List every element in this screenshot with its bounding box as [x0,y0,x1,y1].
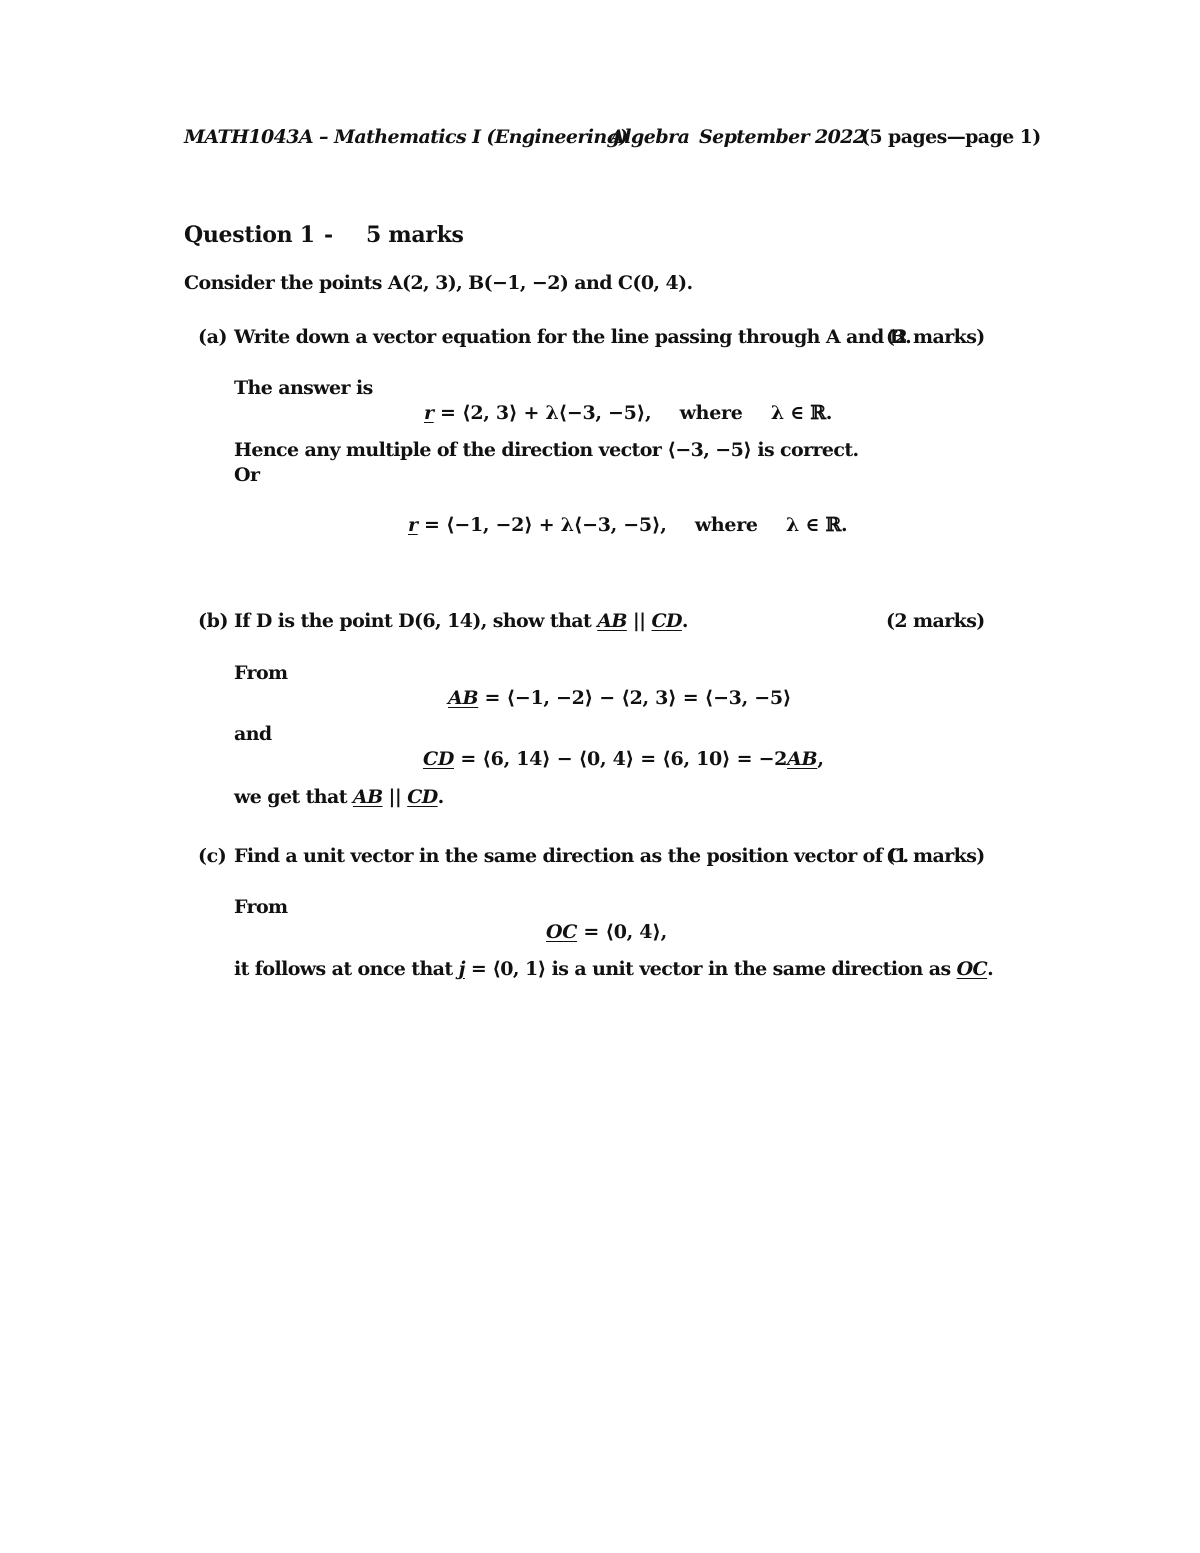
period: . [437,786,444,808]
question-intro: Consider the points A(2, 3), B(−1, −2) and C(0, 4). [184,272,693,294]
header-pages: (5 pages—page 1) [861,126,1041,148]
part-b-equation-2 [423,748,824,770]
question-marks: 5 marks [366,222,464,248]
vector-oc: OC [956,958,988,980]
part-b-equation-1 [448,687,791,709]
part-b-and: and [234,723,272,745]
conclusion-text: we get that [234,786,353,808]
header-course: MATH1043A – Mathematics I (Engineering) [184,126,628,148]
part-b-from: From [234,662,288,684]
question-dash: - [324,222,334,248]
header-topic: Algebra [610,126,690,148]
equation-rhs: = ⟨6, 14⟩ − ⟨0, 4⟩ = ⟨6, 10⟩ = −2 [460,748,788,770]
conclusion-text: it follows at once that [234,958,459,980]
part-b-label: (b) [198,610,229,632]
part-c-from: From [234,896,288,918]
vector-r: r [424,402,434,424]
vector-ab: AB [352,786,383,808]
vector-r: r [408,514,418,536]
part-c-prompt: Find a unit vector in the same direction as the position vector of C. [234,845,909,867]
equation-rhs: = ⟨−1, −2⟩ + λ⟨−3, −5⟩, [424,514,667,536]
vector-ab: AB [787,748,818,770]
period: . [987,958,994,980]
domain-text: λ ∈ ℝ. [786,514,848,536]
conclusion-text: = ⟨0, 1⟩ is a unit vector in the same direction as [464,958,957,980]
part-a-equation-1 [424,402,832,424]
part-a-note: Hence any multiple of the direction vector ⟨−3, −5⟩ is correct. [234,439,859,461]
equation-rhs: = ⟨−1, −2⟩ − ⟨2, 3⟩ = ⟨−3, −5⟩ [484,687,792,709]
vector-cd: CD [407,786,438,808]
part-c-marks: (1 marks) [886,845,985,867]
part-b-conclusion [234,786,444,808]
part-c-label: (c) [198,845,227,867]
where-text: where [679,402,743,424]
vector-j: j [458,958,465,980]
part-a-prompt: Write down a vector equation for the line passing through A and B. [234,326,912,348]
part-a-answer-lead: The answer is [234,377,373,399]
part-a-equation-2 [408,514,847,536]
vector-cd: CD [651,610,682,632]
part-c-conclusion [234,958,993,980]
parallel-symbol: || [626,610,652,632]
vector-ab: AB [448,687,479,709]
question-title: Question 1 [184,222,315,248]
part-a-label: (a) [198,326,228,348]
part-b-prompt [234,610,688,632]
header-date: September 2022 [699,126,866,148]
parallel-symbol: || [382,786,408,808]
part-a-or: Or [234,464,260,486]
vector-oc: OC [546,921,578,943]
prompt-text: If D is the point D(6, 14), show that [234,610,598,632]
part-c-equation [546,921,667,943]
part-b-marks: (2 marks) [886,610,985,632]
where-text: where [694,514,758,536]
vector-cd: CD [423,748,454,770]
vector-ab: AB [597,610,627,632]
equation-rhs: = ⟨0, 4⟩, [583,921,667,943]
equation-rhs: = ⟨2, 3⟩ + λ⟨−3, −5⟩, [440,402,652,424]
part-a-marks: (2 marks) [886,326,985,348]
domain-text: λ ∈ ℝ. [770,402,833,424]
comma: , [817,748,824,770]
period: . [681,610,688,632]
